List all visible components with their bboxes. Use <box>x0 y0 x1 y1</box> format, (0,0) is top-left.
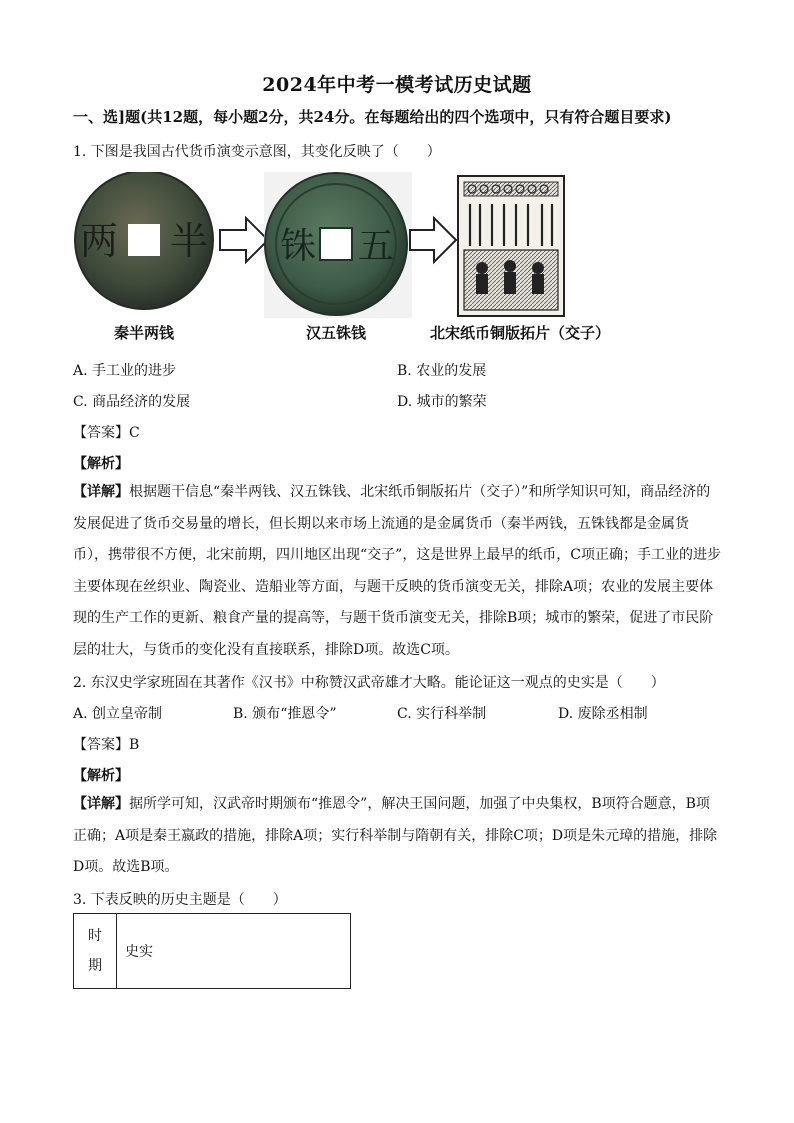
q2-analysis-label: 【解析】 <box>73 768 129 784</box>
q1-detail <box>73 477 723 666</box>
q1-stem: 1. 下图是我国古代货币演变示意图，其变化反映了（ ） <box>73 144 441 160</box>
page-title: 2024年中考一模考试历史试题 <box>262 74 532 96</box>
qin-banliang-coin <box>75 172 213 309</box>
q1-option-c: C. 商品经济的发展 <box>73 394 191 410</box>
caption-jiaozi: 北宋纸币铜版拓片（交子） <box>430 324 611 342</box>
arrow-right-icon <box>410 218 456 262</box>
table-header-facts: 史实 <box>117 914 351 989</box>
table-header-period <box>74 914 117 989</box>
q1-option-d: D. 城市的繁荣 <box>397 394 487 410</box>
q2-detail-label: 【详解】 <box>73 796 129 812</box>
currency-figure-svg <box>72 172 632 322</box>
q1-detail-text: 根据题干信息“秦半两钱、汉五铢钱、北宋纸币铜版拓片（交子）”和所学知识可知，商品经济的发展促进了货币交易量的增长，但长期以来市场上流通的是金属货币（秦半两钱，五铢钱都是金属货币），携带很不方便，北宋前期，四川地区出现“交子”，这是世界上最早的纸币，C项正确；手工业的进步主要体现在丝织业、陶瓷业、造船业等方面，与题干反映的货币演变无关，排除A项；农业的发展主要体现的生产工作的更新、粮食产量的提高等，与题干货币演变无关，排除B项；城市的繁荣，促进了市民阶层的壮大，与货币的变化没有直接联系，排除D项。故选C项。 <box>73 484 722 658</box>
section-heading: 一、选]题(共12题，每小题2分，共24分。在每题给出的四个选项中，只有符合题目要求) <box>73 108 672 126</box>
q2-option-b: B. 颁布“推恩令” <box>233 706 337 722</box>
period-char-1: 时 <box>88 928 102 944</box>
coin2-char-left: 铢 <box>280 226 317 267</box>
q2-answer: 【答案】B <box>73 737 140 753</box>
table-row <box>74 914 351 989</box>
q3-table <box>73 913 351 989</box>
coin1-char-right: 半 <box>170 219 209 263</box>
arrow-right-icon <box>220 218 268 262</box>
q1-analysis-label: 【解析】 <box>73 456 129 472</box>
q1-detail-label: 【详解】 <box>73 484 129 500</box>
han-wuzhu-coin <box>264 172 412 318</box>
q1-option-b: B. 农业的发展 <box>397 363 487 379</box>
jiaozi-rubbing-image <box>458 176 564 316</box>
q2-detail-text: 据所学可知，汉武帝时期颁布“推恩令”，解决王国问题，加强了中央集权，B项符合题意，B项正确；A项是秦王嬴政的措施，排除A项；实行科举制与隋朝有关，排除C项；D项是朱元璋的措施，排除D项。故选B项。 <box>73 796 718 875</box>
q1-answer: 【答案】C <box>73 425 140 441</box>
q2-stem: 2. 东汉史学家班固在其著作《汉书》中称赞汉武帝雄才大略。能论证这一观点的史实是（ ） <box>73 675 665 691</box>
q2-option-d: D. 废除丞相制 <box>558 706 648 722</box>
q2-option-a: A. 创立皇帝制 <box>73 706 163 722</box>
q2-option-c: C. 实行科举制 <box>397 706 487 722</box>
caption-han-coin: 汉五铢钱 <box>306 324 367 342</box>
period-char-2: 期 <box>88 958 102 974</box>
q3-stem: 3. 下表反映的历史主题是（ ） <box>73 892 287 908</box>
q2-detail <box>73 789 723 884</box>
caption-qin-coin: 秦半两钱 <box>114 324 175 342</box>
q1-option-a: A. 手工业的进步 <box>73 363 177 379</box>
coin2-char-right: 五 <box>358 226 395 267</box>
currency-evolution-figure <box>72 172 632 352</box>
coin1-char-left: 两 <box>80 219 119 263</box>
